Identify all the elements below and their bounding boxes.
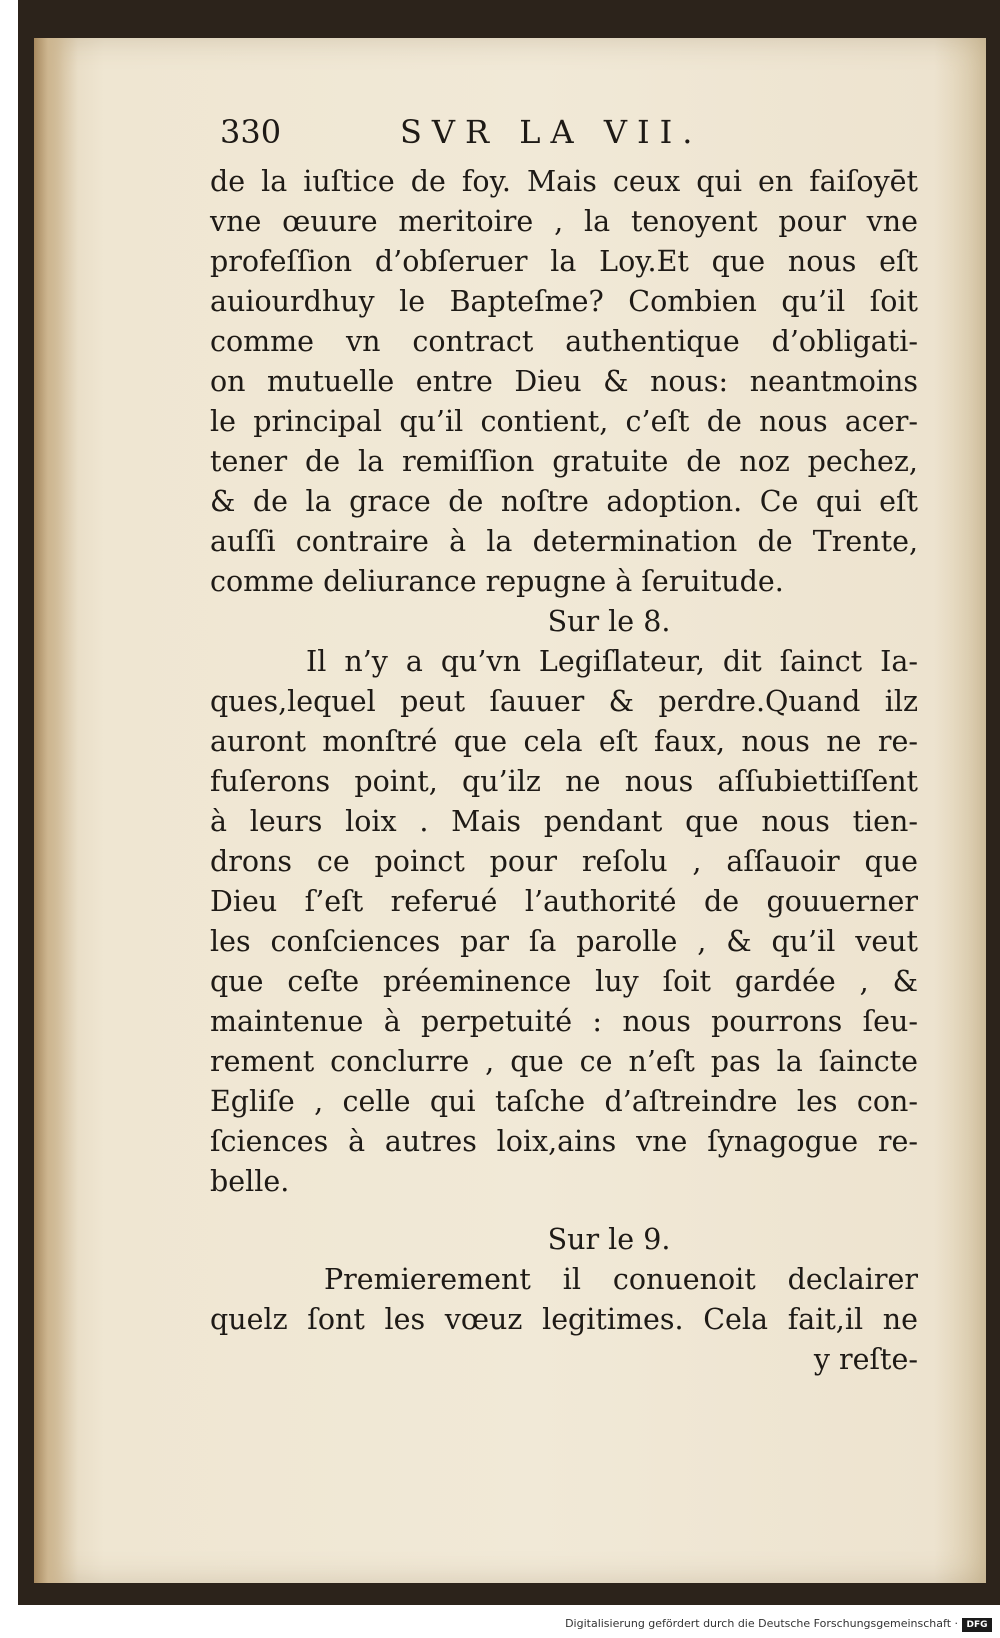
- text-line: que ceſte préeminence luy ſoit gardée , &: [210, 965, 918, 998]
- text-line: Egliſe , celle qui taſche d’aſtreindre les con-: [210, 1085, 918, 1118]
- digitization-credit: Digitalisierung gefördert durch die Deutsche Forschungsgemeinschaft ·: [565, 1617, 958, 1630]
- text-line: quelz ſont les vœuz legitimes. Cela fait,il ne: [210, 1303, 918, 1336]
- text-line: auſſi contraire à la determination de Trente,: [210, 525, 918, 558]
- text-line: comme deliurance repugne à ſeruitude.: [210, 565, 784, 598]
- text-line: auront monſtré que cela eſt faux, nous ne re-: [210, 725, 918, 758]
- text-line: Premierement il conuenoit declairer: [324, 1263, 918, 1296]
- catchword: y reſte-: [813, 1343, 918, 1376]
- text-line: fuſerons point, qu’ilz ne nous aſſubiettiſſent: [210, 765, 918, 798]
- page-gutter: [34, 38, 78, 1583]
- book-page: [34, 38, 986, 1583]
- text-line: & de la grace de noſtre adoption. Ce qui eſt: [210, 485, 918, 518]
- text-line: Il n’y a qu’vn Legiſlateur, dit ſainct Ia-: [306, 645, 918, 678]
- text-line: ques,lequel peut ſauuer & perdre.Quand ilz: [210, 685, 918, 718]
- text-line: vne œuure meritoire , la tenoyent pour vne: [210, 205, 918, 238]
- text-line: ſciences à autres loix,ains vne ſynagogue re-: [210, 1125, 918, 1158]
- text-line: belle.: [210, 1165, 290, 1198]
- section-heading-9: Sur le 9.: [547, 1223, 671, 1256]
- text-line: les conſciences par ſa parolle , & qu’il veut: [210, 925, 918, 958]
- dfg-logo: DFG: [962, 1618, 992, 1632]
- text-line: comme vn contract authentique d’obligati-: [210, 325, 918, 358]
- text-block: [210, 162, 918, 1380]
- text-line: de la iuſtice de foy. Mais ceux qui en faiſoyēt: [210, 165, 918, 198]
- text-line: tener de la remiſſion gratuite de noz pechez,: [210, 445, 918, 478]
- text-line: le principal qu’il contient, c’eſt de nous acer-: [210, 405, 918, 438]
- text-line: Dieu ſ’eſt referué l’authorité de gouuerner: [210, 885, 918, 918]
- running-head: SVR LA VII.: [400, 113, 703, 151]
- text-line: à leurs loix . Mais pendant que nous tien-: [210, 805, 918, 838]
- page-header: [220, 113, 740, 163]
- text-line: profeſſion d’obſeruer la Loy.Et que nous eſt: [210, 245, 918, 278]
- text-line: rement conclurre , que ce n’eſt pas la ſaincte: [210, 1045, 918, 1078]
- folio-number: 330: [220, 113, 282, 151]
- text-line: maintenue à perpetuité : nous pourrons ſeu-: [210, 1005, 918, 1038]
- text-line: drons ce poinct pour reſolu , aſſauoir que: [210, 845, 918, 878]
- text-line: auiourdhuy le Bapteſme? Combien qu’il ſoit: [210, 285, 918, 318]
- text-line: on mutuelle entre Dieu & nous: neantmoins: [210, 365, 918, 398]
- section-heading-8: Sur le 8.: [547, 605, 671, 638]
